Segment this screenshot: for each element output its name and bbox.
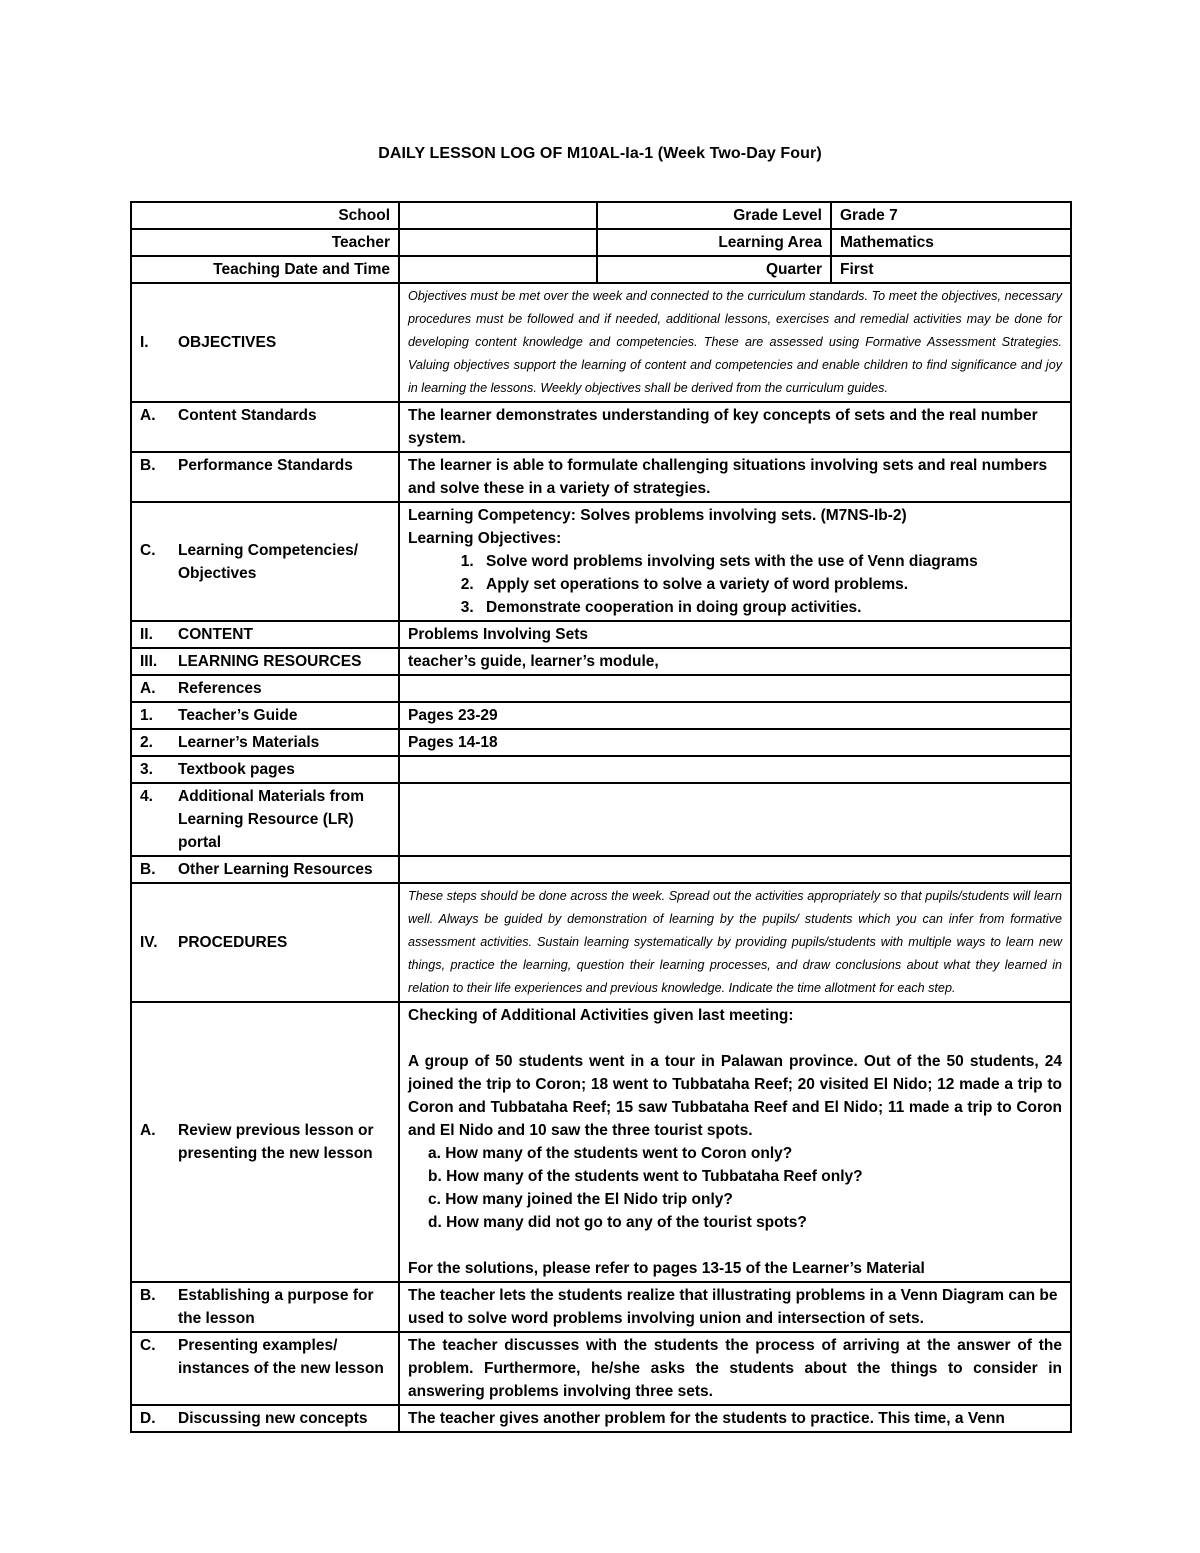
learners-materials-label-cell	[131, 729, 399, 756]
learning-area-value: Mathematics	[831, 229, 1071, 256]
discussing-text: The teacher gives another problem for the students to practice. This time, a Venn	[399, 1405, 1071, 1432]
performance-standards-text: The learner is able to formulate challenging situations involving sets and real numbers and solve these in a variety of strategies.	[399, 452, 1071, 502]
procedures-row	[131, 883, 1071, 1002]
competencies-label-cell	[131, 502, 399, 621]
list-item: 1. Solve word problems involving sets with the use of Venn diagrams	[478, 550, 1062, 573]
learners-materials-label: Learner’s Materials	[178, 734, 320, 751]
procedures-num: IV.	[140, 934, 158, 951]
examples-row	[131, 1332, 1071, 1405]
school-row	[131, 202, 1071, 229]
teacher-value	[399, 229, 597, 256]
additional-materials-label: Additional Materials from Learning Resource (LR) portal	[178, 788, 365, 851]
content-num: II.	[140, 626, 153, 643]
performance-standards-num: B.	[140, 457, 156, 474]
discussing-num: D.	[140, 1410, 156, 1427]
other-resources-label: Other Learning Resources	[178, 861, 373, 878]
content-row	[131, 621, 1071, 648]
learning-resources-label-cell	[131, 648, 399, 675]
examples-label-cell	[131, 1332, 399, 1405]
purpose-label: Establishing a purpose for the lesson	[178, 1287, 374, 1327]
objectives-label: OBJECTIVES	[178, 334, 277, 351]
learning-resources-text: teacher’s guide, learner’s module,	[399, 648, 1071, 675]
objectives-num: I.	[140, 334, 149, 351]
content-text: Problems Involving Sets	[399, 621, 1071, 648]
grade-level-value: Grade 7	[831, 202, 1071, 229]
content-standards-label-cell	[131, 402, 399, 452]
textbook-num: 3.	[140, 761, 153, 778]
list-item: 2. Apply set operations to solve a variety of word problems.	[478, 573, 1062, 596]
review-note: For the solutions, please refer to pages 13-15 of the Learner’s Material	[408, 1260, 925, 1277]
learning-objectives-heading: Learning Objectives:	[408, 530, 562, 547]
list-item: b. How many of the students went to Tubbataha Reef only?	[428, 1168, 863, 1185]
review-label-cell	[131, 1002, 399, 1282]
content-label-cell	[131, 621, 399, 648]
competencies-cell	[399, 502, 1071, 621]
list-item: a. How many of the students went to Coron only?	[428, 1145, 793, 1162]
other-resources-row	[131, 856, 1071, 883]
learners-materials-row	[131, 729, 1071, 756]
teachers-guide-row	[131, 702, 1071, 729]
learners-materials-num: 2.	[140, 734, 153, 751]
teachers-guide-label: Teacher’s Guide	[178, 707, 298, 724]
learning-resources-label: LEARNING RESOURCES	[178, 653, 362, 670]
lesson-log-table	[130, 201, 1072, 1433]
textbook-value	[399, 756, 1071, 783]
list-item: c. How many joined the El Nido trip only?	[428, 1191, 733, 1208]
teachers-guide-label-cell	[131, 702, 399, 729]
quarter-label: Quarter	[597, 256, 831, 283]
references-label-cell	[131, 675, 399, 702]
content-standards-num: A.	[140, 407, 156, 424]
content-standards-label: Content Standards	[178, 407, 317, 424]
content-standards-text: The learner demonstrates understanding of key concepts of sets and the real number system.	[399, 402, 1071, 452]
examples-text: The teacher discusses with the students the process of arriving at the answer of the problem. Furthermore, he/she asks the students about the things to consider in answering problems involving three sets.	[399, 1332, 1071, 1405]
objectives-label-cell	[131, 283, 399, 402]
procedures-label-cell	[131, 883, 399, 1002]
additional-materials-row	[131, 783, 1071, 856]
learning-resources-num: III.	[140, 653, 158, 670]
teaching-date-value	[399, 256, 597, 283]
objectives-row	[131, 283, 1071, 402]
content-label: CONTENT	[178, 626, 253, 643]
learners-materials-value: Pages 14-18	[399, 729, 1071, 756]
discussing-row	[131, 1405, 1071, 1432]
discussing-label: Discussing new concepts	[178, 1410, 368, 1427]
review-row	[131, 1002, 1071, 1282]
references-row	[131, 675, 1071, 702]
teachers-guide-num: 1.	[140, 707, 153, 724]
textbook-label-cell	[131, 756, 399, 783]
purpose-text: The teacher lets the students realize that illustrating problems in a Venn Diagram can be used to solve word problems involving union and intersection of sets.	[399, 1282, 1071, 1332]
content-standards-row	[131, 402, 1071, 452]
performance-standards-label-cell	[131, 452, 399, 502]
procedures-text: These steps should be done across the week. Spread out the activities appropriately so that pupils/students will learn well. Always be guided by demonstration of learning by the pupils/ students which you can infer from formative assessment activities. Sustain learning systematically by providing pupils/students with multiple ways to learn new things, practice the learning, question their learning processes, and draw conclusions about what they learned in relation to their life experiences and previous knowledge. Indicate the time allotment for each step.	[399, 883, 1071, 1002]
list-item: 3. Demonstrate cooperation in doing group activities.	[478, 596, 1062, 619]
other-resources-num: B.	[140, 861, 156, 878]
review-problem: A group of 50 students went in a tour in Palawan province. Out of the 50 students, 24 joined the trip to Coron; 18 went to Tubbataha Reef; 20 visited El Nido; 12 made a trip to Coron and Tubbataha Reef; 15 saw Tubbataha Reef and El Nido; 11 made a trip to Coron and El Nido and 10 saw the three tourist spots.	[408, 1053, 1062, 1139]
other-resources-label-cell	[131, 856, 399, 883]
learning-area-label: Learning Area	[597, 229, 831, 256]
performance-standards-row	[131, 452, 1071, 502]
school-label: School	[131, 202, 399, 229]
procedures-label: PROCEDURES	[178, 934, 288, 951]
grade-level-label: Grade Level	[597, 202, 831, 229]
competencies-row	[131, 502, 1071, 621]
other-resources-value	[399, 856, 1071, 883]
school-value	[399, 202, 597, 229]
review-cell	[399, 1002, 1071, 1282]
examples-label: Presenting examples/ instances of the new lesson	[178, 1337, 384, 1377]
references-num: A.	[140, 680, 156, 697]
purpose-num: B.	[140, 1287, 156, 1304]
teacher-row	[131, 229, 1071, 256]
references-label: References	[178, 680, 262, 697]
list-item: d. How many did not go to any of the tourist spots?	[428, 1214, 807, 1231]
purpose-label-cell	[131, 1282, 399, 1332]
references-value	[399, 675, 1071, 702]
competencies-num: C.	[140, 541, 156, 559]
additional-materials-value	[399, 783, 1071, 856]
page-title: DAILY LESSON LOG OF M10AL-Ia-1 (Week Two-Day Four)	[378, 145, 822, 162]
learning-objectives-list	[408, 550, 1062, 619]
learning-resources-row	[131, 648, 1071, 675]
learning-competency: Learning Competency: Solves problems involving sets. (M7NS-Ib-2)	[408, 507, 907, 524]
competencies-label: Learning Competencies/ Objectives	[178, 541, 359, 582]
teacher-label: Teacher	[131, 229, 399, 256]
purpose-row	[131, 1282, 1071, 1332]
review-heading: Checking of Additional Activities given last meeting:	[408, 1007, 794, 1024]
review-label: Review previous lesson or presenting the new lesson	[178, 1122, 374, 1162]
textbook-label: Textbook pages	[178, 761, 295, 778]
textbook-row	[131, 756, 1071, 783]
review-num: A.	[140, 1122, 156, 1139]
examples-num: C.	[140, 1337, 156, 1354]
teachers-guide-value: Pages 23-29	[399, 702, 1071, 729]
performance-standards-label: Performance Standards	[178, 457, 353, 474]
quarter-value: First	[831, 256, 1071, 283]
teaching-date-label: Teaching Date and Time	[131, 256, 399, 283]
objectives-text: Objectives must be met over the week and connected to the curriculum standards. To meet the objectives, necessary procedures must be followed and if needed, additional lessons, exercises and remedial activities may be done for developing content knowledge and competencies. These are assessed using Formative Assessment Strategies. Valuing objectives support the learning of content and competencies and enable children to find significance and joy in learning the lessons. Weekly objectives shall be derived from the curriculum guides.	[399, 283, 1071, 402]
date-row	[131, 256, 1071, 283]
additional-materials-label-cell	[131, 783, 399, 856]
additional-materials-num: 4.	[140, 788, 153, 805]
discussing-label-cell	[131, 1405, 399, 1432]
